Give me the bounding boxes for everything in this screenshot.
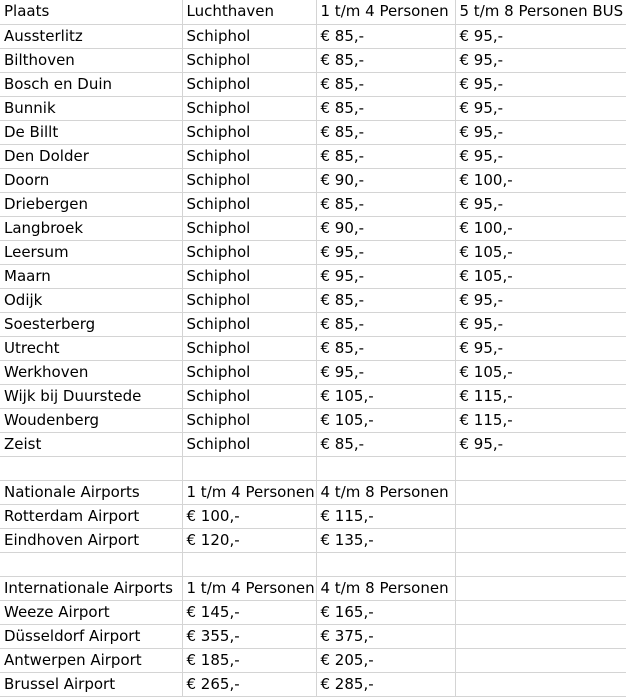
price-1-4-cell[interactable]: € 100,-	[182, 504, 316, 528]
luchthaven-cell[interactable]: Schiphol	[182, 336, 316, 360]
price-4-8-cell[interactable]: € 165,-	[316, 600, 455, 624]
price-1-4-cell[interactable]: € 265,-	[182, 672, 316, 696]
price-4-8-cell[interactable]: € 285,-	[316, 672, 455, 696]
luchthaven-cell[interactable]: Schiphol	[182, 432, 316, 456]
national-header-row	[0, 480, 626, 504]
empty-row	[0, 456, 626, 480]
price-5-8-cell[interactable]: € 100,-	[455, 216, 626, 240]
plaats-cell[interactable]: Aussterlitz	[0, 24, 182, 48]
international-row	[0, 648, 626, 672]
price-5-8-cell[interactable]: € 115,-	[455, 384, 626, 408]
luchthaven-cell[interactable]: Schiphol	[182, 288, 316, 312]
price-1-4-cell[interactable]: € 105,-	[316, 408, 455, 432]
price-1-4-cell[interactable]: € 85,-	[316, 192, 455, 216]
price-5-8-cell[interactable]: € 95,-	[455, 96, 626, 120]
empty-cell[interactable]	[182, 456, 316, 480]
table-row	[0, 216, 626, 240]
table-row	[0, 432, 626, 456]
luchthaven-cell[interactable]: Schiphol	[182, 168, 316, 192]
luchthaven-cell[interactable]: Schiphol	[182, 408, 316, 432]
luchthaven-cell[interactable]: Schiphol	[182, 384, 316, 408]
plaats-cell[interactable]: Utrecht	[0, 336, 182, 360]
table-row	[0, 144, 626, 168]
price-5-8-cell[interactable]: € 95,-	[455, 24, 626, 48]
price-1-4-cell[interactable]: € 355,-	[182, 624, 316, 648]
price-5-8-cell[interactable]: € 100,-	[455, 168, 626, 192]
table-row	[0, 264, 626, 288]
header-cell-5-8-personen-bus[interactable]: 5 t/m 8 Personen BUS	[455, 0, 626, 24]
international-header-1-4[interactable]: 1 t/m 4 Personen	[182, 576, 316, 600]
empty-cell[interactable]	[455, 528, 626, 552]
price-1-4-cell[interactable]: € 85,-	[316, 336, 455, 360]
empty-cell[interactable]	[455, 552, 626, 576]
price-5-8-cell[interactable]: € 95,-	[455, 192, 626, 216]
airport-cell[interactable]: Rotterdam Airport	[0, 504, 182, 528]
price-1-4-cell[interactable]: € 120,-	[182, 528, 316, 552]
table-row	[0, 240, 626, 264]
price-1-4-cell[interactable]: € 85,-	[316, 288, 455, 312]
price-5-8-cell[interactable]: € 95,-	[455, 48, 626, 72]
price-1-4-cell[interactable]: € 95,-	[316, 360, 455, 384]
luchthaven-cell[interactable]: Schiphol	[182, 24, 316, 48]
price-1-4-cell[interactable]: € 85,-	[316, 72, 455, 96]
empty-cell[interactable]	[182, 552, 316, 576]
price-1-4-cell[interactable]: € 105,-	[316, 384, 455, 408]
table-row	[0, 24, 626, 48]
plaats-cell[interactable]: Wijk bij Duurstede	[0, 384, 182, 408]
empty-cell[interactable]	[316, 552, 455, 576]
luchthaven-cell[interactable]: Schiphol	[182, 360, 316, 384]
international-header-4-8[interactable]: 4 t/m 8 Personen	[316, 576, 455, 600]
price-4-8-cell[interactable]: € 135,-	[316, 528, 455, 552]
table-row	[0, 360, 626, 384]
plaats-cell[interactable]: Langbroek	[0, 216, 182, 240]
table-row	[0, 48, 626, 72]
luchthaven-cell[interactable]: Schiphol	[182, 48, 316, 72]
price-1-4-cell[interactable]: € 85,-	[316, 432, 455, 456]
empty-cell[interactable]	[0, 456, 182, 480]
price-5-8-cell[interactable]: € 95,-	[455, 336, 626, 360]
plaats-cell[interactable]: Doorn	[0, 168, 182, 192]
table-row	[0, 408, 626, 432]
international-header-row	[0, 576, 626, 600]
price-1-4-cell[interactable]: € 85,-	[316, 96, 455, 120]
national-header-4-8[interactable]: 4 t/m 8 Personen	[316, 480, 455, 504]
table-row	[0, 120, 626, 144]
price-1-4-cell[interactable]: € 95,-	[316, 264, 455, 288]
airport-cell[interactable]: Antwerpen Airport	[0, 648, 182, 672]
airport-cell[interactable]: Eindhoven Airport	[0, 528, 182, 552]
price-1-4-cell[interactable]: € 185,-	[182, 648, 316, 672]
national-row	[0, 504, 626, 528]
price-4-8-cell[interactable]: € 205,-	[316, 648, 455, 672]
table-row	[0, 384, 626, 408]
luchthaven-cell[interactable]: Schiphol	[182, 72, 316, 96]
empty-cell[interactable]	[455, 600, 626, 624]
international-row	[0, 624, 626, 648]
luchthaven-cell[interactable]: Schiphol	[182, 96, 316, 120]
empty-cell[interactable]	[455, 456, 626, 480]
price-1-4-cell[interactable]: € 85,-	[316, 120, 455, 144]
luchthaven-cell[interactable]: Schiphol	[182, 240, 316, 264]
luchthaven-cell[interactable]: Schiphol	[182, 216, 316, 240]
price-5-8-cell[interactable]: € 95,-	[455, 312, 626, 336]
airport-cell[interactable]: Weeze Airport	[0, 600, 182, 624]
plaats-cell[interactable]: De Billt	[0, 120, 182, 144]
airport-cell[interactable]: Düsseldorf Airport	[0, 624, 182, 648]
luchthaven-cell[interactable]: Schiphol	[182, 312, 316, 336]
airport-cell[interactable]: Brussel Airport	[0, 672, 182, 696]
price-5-8-cell[interactable]: € 95,-	[455, 432, 626, 456]
empty-cell[interactable]	[455, 672, 626, 696]
price-5-8-cell[interactable]: € 105,-	[455, 360, 626, 384]
plaats-cell[interactable]: Werkhoven	[0, 360, 182, 384]
plaats-cell[interactable]: Maarn	[0, 264, 182, 288]
price-4-8-cell[interactable]: € 115,-	[316, 504, 455, 528]
price-1-4-cell[interactable]: € 95,-	[316, 240, 455, 264]
international-row	[0, 600, 626, 624]
luchthaven-cell[interactable]: Schiphol	[182, 192, 316, 216]
price-1-4-cell[interactable]: € 85,-	[316, 24, 455, 48]
plaats-cell[interactable]: Woudenberg	[0, 408, 182, 432]
table-row	[0, 288, 626, 312]
table-row	[0, 312, 626, 336]
luchthaven-cell[interactable]: Schiphol	[182, 120, 316, 144]
header-cell-luchthaven[interactable]: Luchthaven	[182, 0, 316, 24]
price-5-8-cell[interactable]: € 95,-	[455, 288, 626, 312]
header-row	[0, 0, 626, 24]
national-row	[0, 528, 626, 552]
plaats-cell[interactable]: Den Dolder	[0, 144, 182, 168]
price-1-4-cell[interactable]: € 85,-	[316, 312, 455, 336]
empty-cell[interactable]	[455, 624, 626, 648]
price-4-8-cell[interactable]: € 375,-	[316, 624, 455, 648]
price-5-8-cell[interactable]: € 105,-	[455, 264, 626, 288]
plaats-cell[interactable]: Bunnik	[0, 96, 182, 120]
price-1-4-cell[interactable]: € 90,-	[316, 216, 455, 240]
price-5-8-cell[interactable]: € 115,-	[455, 408, 626, 432]
price-1-4-cell[interactable]: € 90,-	[316, 168, 455, 192]
luchthaven-cell[interactable]: Schiphol	[182, 264, 316, 288]
empty-cell[interactable]	[455, 576, 626, 600]
plaats-cell[interactable]: Driebergen	[0, 192, 182, 216]
table-row	[0, 192, 626, 216]
plaats-cell[interactable]: Bosch en Duin	[0, 72, 182, 96]
empty-cell[interactable]	[316, 456, 455, 480]
empty-cell[interactable]	[455, 648, 626, 672]
national-header-1-4[interactable]: 1 t/m 4 Personen	[182, 480, 316, 504]
empty-cell[interactable]	[455, 504, 626, 528]
header-cell-1-4-personen[interactable]: 1 t/m 4 Personen	[316, 0, 455, 24]
plaats-cell[interactable]: Zeist	[0, 432, 182, 456]
empty-row	[0, 552, 626, 576]
national-airports-title[interactable]: Nationale Airports	[0, 480, 182, 504]
price-1-4-cell[interactable]: € 145,-	[182, 600, 316, 624]
luchthaven-cell[interactable]: Schiphol	[182, 144, 316, 168]
price-5-8-cell[interactable]: € 95,-	[455, 72, 626, 96]
price-5-8-cell[interactable]: € 95,-	[455, 120, 626, 144]
international-row	[0, 672, 626, 696]
plaats-cell[interactable]: Soesterberg	[0, 312, 182, 336]
empty-cell[interactable]	[455, 480, 626, 504]
price-5-8-cell[interactable]: € 105,-	[455, 240, 626, 264]
price-1-4-cell[interactable]: € 85,-	[316, 48, 455, 72]
plaats-cell[interactable]: Odijk	[0, 288, 182, 312]
plaats-cell[interactable]: Bilthoven	[0, 48, 182, 72]
empty-cell[interactable]	[0, 552, 182, 576]
table-row	[0, 72, 626, 96]
header-cell-plaats[interactable]: Plaats	[0, 0, 182, 24]
plaats-cell[interactable]: Leersum	[0, 240, 182, 264]
international-airports-title[interactable]: Internationale Airports	[0, 576, 182, 600]
price-1-4-cell[interactable]: € 85,-	[316, 144, 455, 168]
table-row	[0, 96, 626, 120]
price-5-8-cell[interactable]: € 95,-	[455, 144, 626, 168]
table-row	[0, 336, 626, 360]
table-row	[0, 168, 626, 192]
